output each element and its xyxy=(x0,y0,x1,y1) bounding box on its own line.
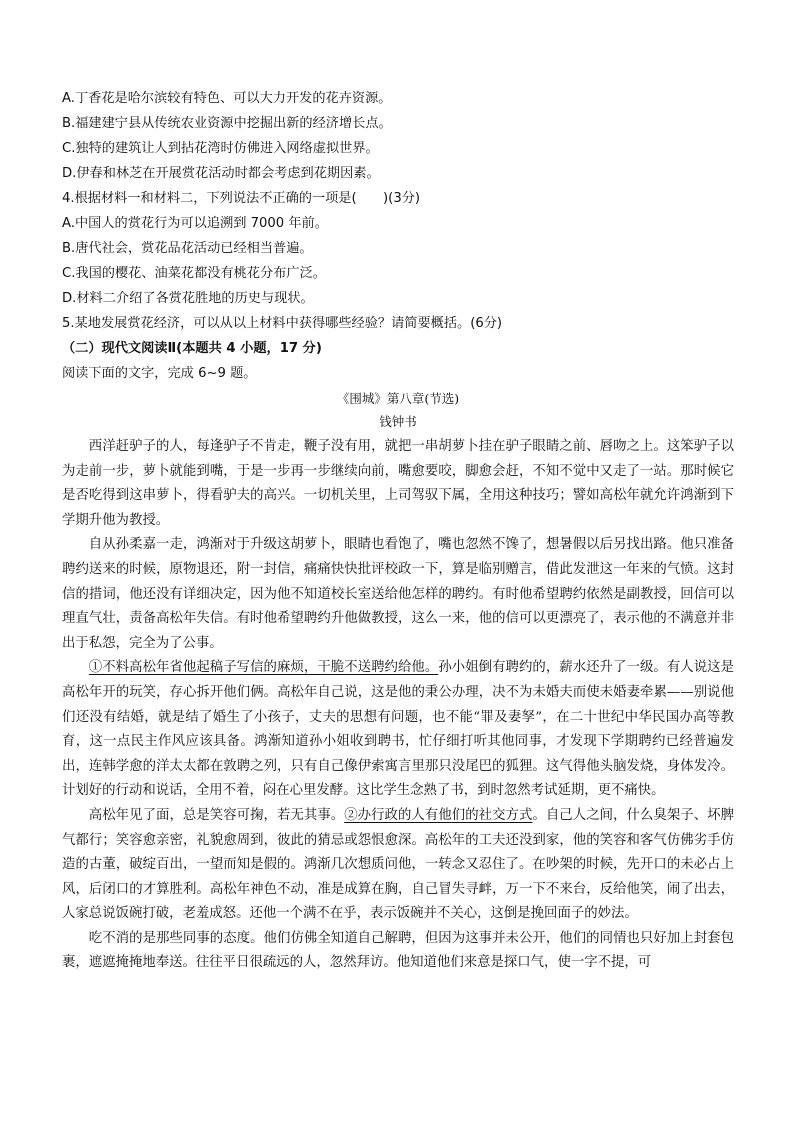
question-4-stem: 4.根据材料一和材料二，下列说法不正确的一项是( )(3分) xyxy=(62,191,421,206)
option-a: A.中国人的赏花行为可以追溯到 7000 年前。 xyxy=(62,216,328,231)
reading-passage xyxy=(62,388,734,976)
option-b: B.福建建宁县从传统农业资源中挖掘出新的经济增长点。 xyxy=(62,116,392,131)
question-4 xyxy=(62,186,734,311)
paragraph-text: 。自己人之间，什么臭架子、坏脾气都行；笑容愈亲密，礼貌愈周到，彼此的猜忌或怨恨愈深。高松年的工夫还没到家，他的笑容和客气仿佛劣手仿造的古董，破绽百出，一望而知是假的。鸿渐几次想质问他，一转念又忍住了。在吵架的时候，先开口的未必占上风，后闭口的才算胜利。高松年神色不动，准是成算在胸，自己冒失寻衅，万一下不来台，反给他笑，闹了出去，人家总说饭碗打破，老羞成怒。还他一个满不在乎，表示饭碗并不关心，这倒是挽回面子的妙法。 xyxy=(62,807,735,922)
option-b: B.唐代社会，赏花品花活动已经相当普遍。 xyxy=(62,241,313,256)
option-d: D.材料二介绍了各赏花胜地的历史与现状。 xyxy=(62,291,314,306)
exam-page xyxy=(62,86,734,976)
underlined-sentence: ①不料高松年省他起稿子写信的麻烦，干脆不送聘约给他。 xyxy=(88,660,439,676)
section-instruction: 阅读下面的文字，完成 6~9 题。 xyxy=(62,366,257,381)
paragraph xyxy=(62,656,734,804)
passage-title: 《围城》第八章(节选) xyxy=(336,391,460,406)
option-d: D.伊春和林芝在开展赏花活动时都会考虑到花期因素。 xyxy=(62,166,380,181)
paragraph-text: 孙小姐倒有聘约的，薪水还升了一级。有人说这是高松年开的玩笑，存心拆开他们俩。高松年自己说，这是他的秉公办理，决不为未婚夫而使未婚妻牵累——别说他们还没有结婚，就是结了婚生了小孩子，丈夫的思想有问题，也不能“罪及妻孥”，在二十世纪中华民国办高等教育，这一点民主作风应该具备。鸿渐知道孙小姐收到聘书，忙仔细打听其他同事，才发现下学期聘约已经普遍发出，连韩学愈的洋太太都在敦聘之列，只有自己像伊索寓言里那只没尾巴的狐狸。这气得他头脑发烧，身体发冷。计划好的行动和说话，全用不着，闷在心里发酵。这比学生念熟了书，到时忽然考试延期，更不痛快。 xyxy=(62,660,735,799)
passage-author: 钱钟书 xyxy=(379,414,417,429)
underlined-sentence: ②办行政的人有他们的社交方式 xyxy=(344,807,533,823)
q3-options xyxy=(62,86,734,186)
paragraph-text: 高松年见了面，总是笑容可掬，若无其事。 xyxy=(88,807,345,823)
question-5: 5.某地发展赏花经济，可以从以上材料中获得哪些经验？请简要概括。(6分) xyxy=(62,316,503,331)
paragraph: 西洋赶驴子的人，每逢驴子不肯走，鞭子没有用，就把一串胡萝卜挂在驴子眼睛之前、唇吻之上。这笨驴子以为走前一步，萝卜就能到嘴，于是一步再一步继续向前，嘴愈要咬，脚愈会赶，不知不觉中又走了一站。那时候它是否吃得到这串萝卜，得看驴夫的高兴。一切机关里，上司驾驭下属，全用这种技巧；譬如高松年就允许鸿渐到下学期升他为教授。 xyxy=(62,439,734,528)
paragraph: 吃不消的是那些同事的态度。他们仿佛全知道自己解聘，但因为这事并未公开，他们的同情也只好加上封套包裹，遮遮掩掩地奉送。往往平日很疏远的人，忽然拜访。他知道他们来意是探口气，使一字不提，可 xyxy=(62,930,734,971)
option-a: A.丁香花是哈尔滨较有特色、可以大力开发的花卉资源。 xyxy=(62,91,392,106)
option-c: C.独特的建筑让人到拈花湾时仿佛进入网络虚拟世界。 xyxy=(62,141,379,156)
section-heading: （二）现代文阅读Ⅱ(本题共 4 小题，17 分) xyxy=(62,341,322,356)
option-c: C.我国的樱花、油菜花都没有桃花分布广泛。 xyxy=(62,266,326,281)
paragraph xyxy=(62,804,734,927)
paragraph: 自从孙柔嘉一走，鸿渐对于升级这胡萝卜，眼睛也看饱了，嘴也忽然不馋了，想暑假以后另找出路。他只准备聘约送来的时候，原物退还，附一封信，痛痛快快批评校政一下，算是临别赠言，借此发泄这一年来的气愤。这封信的措词，他还没有详细决定，因为他不知道校长室送给他怎样的聘约。有时他希望聘约依然是副教授，回信可以理直气壮，责备高松年失信。有时他希望聘约升他做教授，这么一来，他的信可以更漂亮了，表示他的不满意并非出于私怨，完全为了公事。 xyxy=(62,537,734,651)
